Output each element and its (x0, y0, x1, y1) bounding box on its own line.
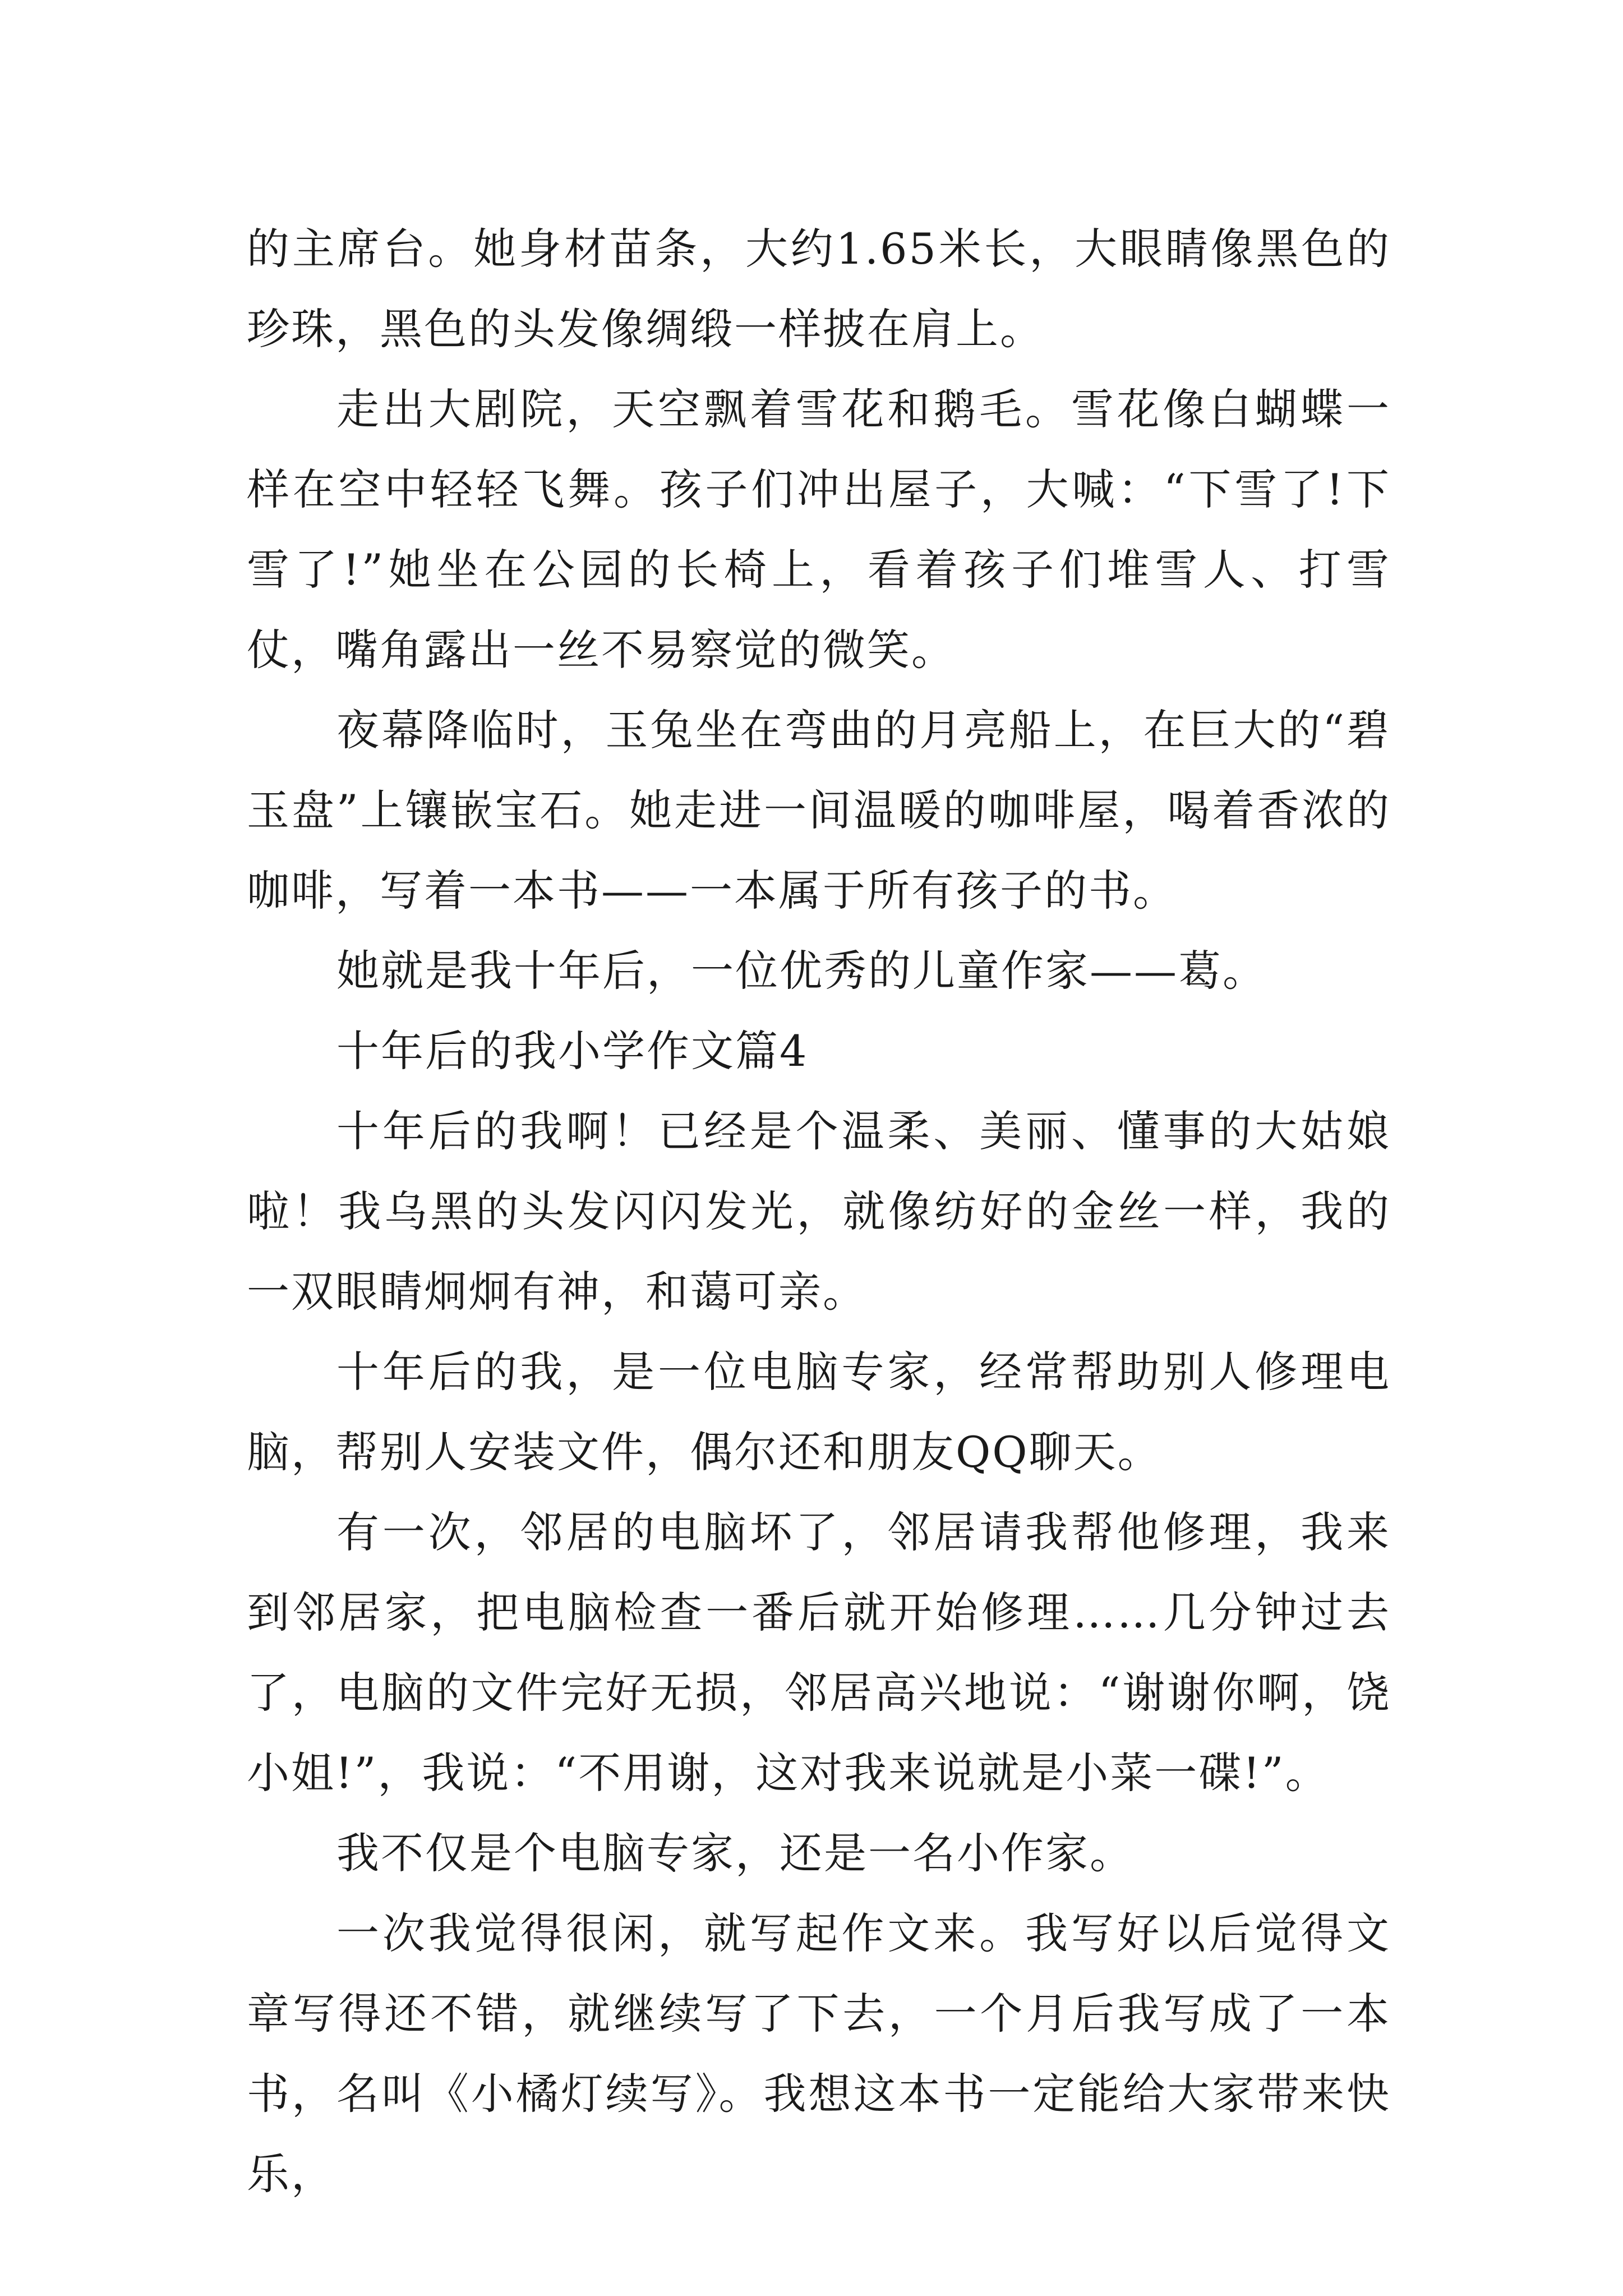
paragraph-night-scene: 夜幕降临时，玉兔坐在弯曲的月亮船上，在巨大的“碧玉盘”上镶嵌宝石。她走进一间温暖的咖啡屋，喝着香浓的咖啡，写着一本书——一本属于所有孩子的书。 (247, 705, 1391, 915)
article-body (247, 209, 1391, 2214)
paragraph-appearance: 十年后的我啊！已经是个温柔、美丽、懂事的大姑娘啦！我乌黑的头发闪闪发光，就像纺好的金丝一样，我的一双眼睛炯炯有神，和蔼可亲。 (247, 1106, 1391, 1317)
paragraph-continuation: 的主席台。她身材苗条，大约1.65米长，大眼睛像黑色的珍珠，黑色的头发像绸缎一样披在肩上。 (247, 224, 1391, 354)
paragraph-snow-scene: 走出大剧院，天空飘着雪花和鹅毛。雪花像白蝴蝶一样在空中轻轻飞舞。孩子们冲出屋子，大喊：“下雪了!下雪了!”她坐在公园的长椅上，看着孩子们堆雪人、打雪仗，嘴角露出一丝不易察觉的微笑。 (247, 384, 1391, 675)
paragraph-writer: 我不仅是个电脑专家，还是一名小作家。 (336, 1828, 1134, 1878)
paragraph-author-reveal: 她就是我十年后，一位优秀的儿童作家——葛。 (336, 946, 1267, 996)
paragraph-neighbor-story: 有一次，邻居的电脑坏了，邻居请我帮他修理，我来到邻居家，把电脑检查一番后就开始修理……几分钟过去了，电脑的文件完好无损，邻居高兴地说：“谢谢你啊，饶小姐!”，我说：“不用谢，这对我来说就是小菜一碟!”。 (247, 1507, 1391, 1798)
paragraph-book: 一次我觉得很闲，就写起作文来。我写好以后觉得文章写得还不错，就继续写了下去，一个月后我写成了一本书，名叫《小橘灯续写》。我想这本书一定能给大家带来快乐， (247, 1908, 1391, 2199)
section-heading: 十年后的我小学作文篇4 (336, 1026, 809, 1076)
paragraph-computer-expert: 十年后的我，是一位电脑专家，经常帮助别人修理电脑，帮别人安装文件，偶尔还和朋友QQ聊天。 (247, 1347, 1391, 1477)
